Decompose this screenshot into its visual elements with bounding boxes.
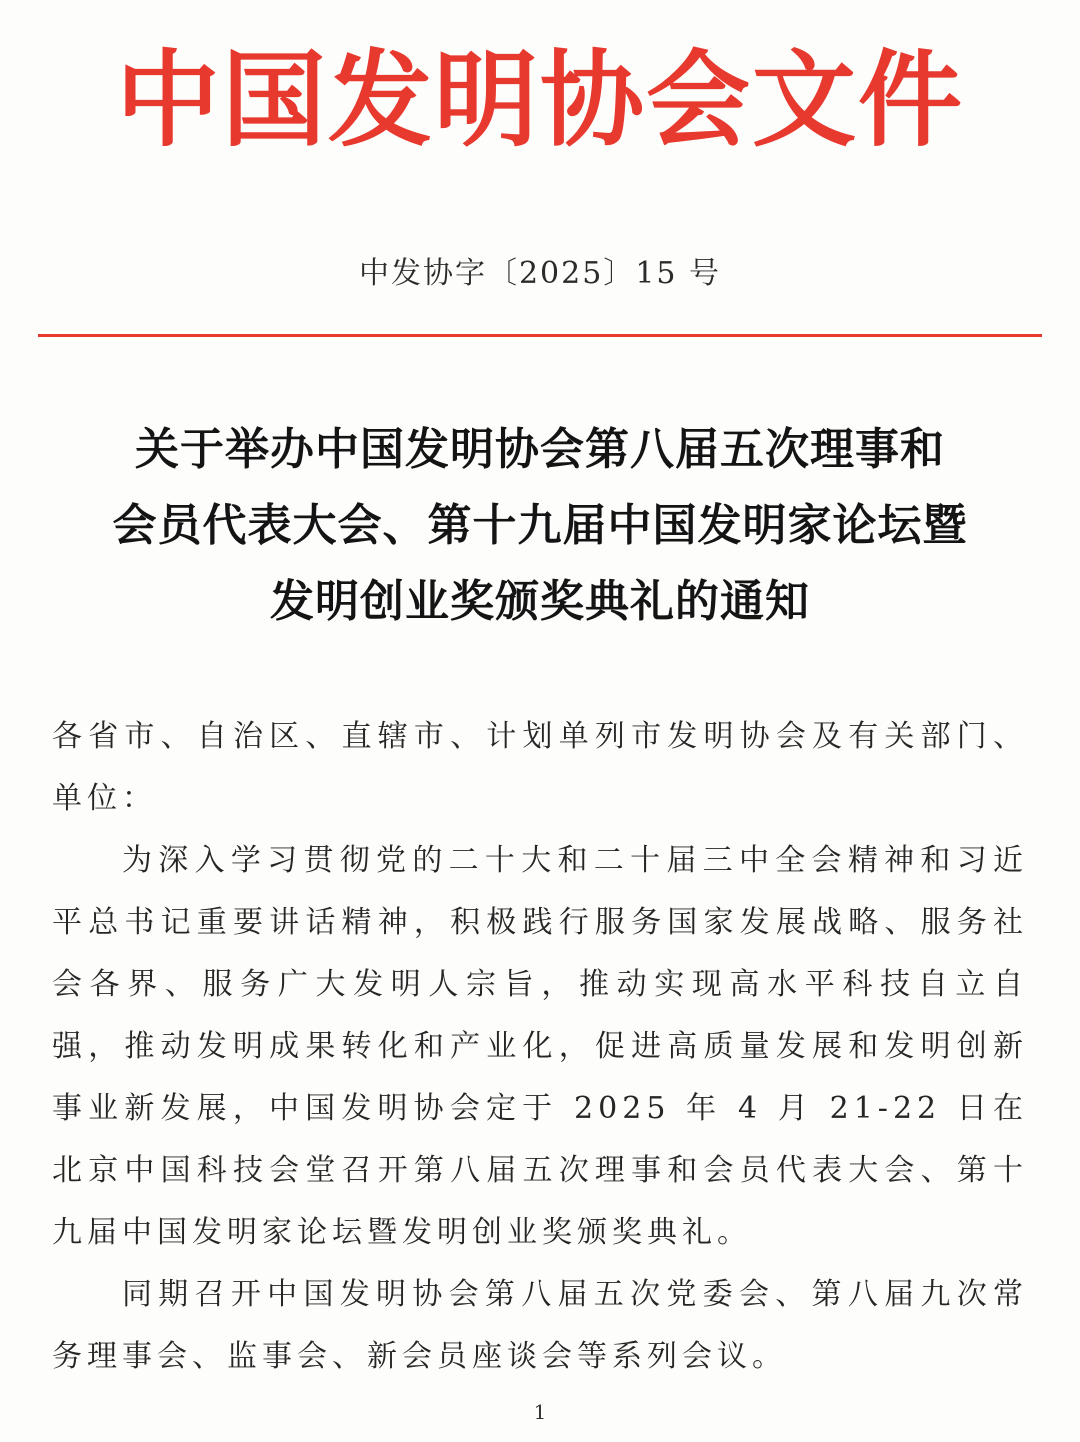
notice-body [52, 706, 1028, 1388]
red-separator-line [38, 334, 1042, 337]
notice-title [40, 412, 1040, 640]
masthead-title: 中国发明协会文件 [115, 39, 964, 161]
salutation: 各省市、自治区、直辖市、计划单列市发明协会及有关部门、单位： [52, 719, 1028, 816]
title-line: 会员代表大会、第十九届中国发明家论坛暨 [112, 500, 968, 551]
body-paragraph: 同期召开中国发明协会第八届五次党委会、第八届九次常务理事会、监事会、新会员座谈会等系列会议。 [52, 1277, 1028, 1374]
document-number: 中发协字〔2025〕15 号 [358, 256, 722, 291]
title-line: 关于举办中国发明协会第八届五次理事和 [135, 424, 945, 475]
page-number: 1 [533, 1400, 547, 1424]
title-line: 发明创业奖颁奖典礼的通知 [270, 576, 810, 627]
body-paragraph: 为深入学习贯彻党的二十大和二十届三中全会精神和习近平总书记重要讲话精神，积极践行服务国家发展战略、服务社会各界、服务广大发明人宗旨，推动实现高水平科技自立自强，推动发明成果转化和产业化，促进高质量发展和发明创新事业新发展，中国发明协会定于 2025 年 4 月 21-22 日在北京中国科技会堂召开第八届五次理事和会员代表大会、第十九届中国发明家论坛暨发明创业奖颁奖典礼。 [52, 843, 1028, 1250]
